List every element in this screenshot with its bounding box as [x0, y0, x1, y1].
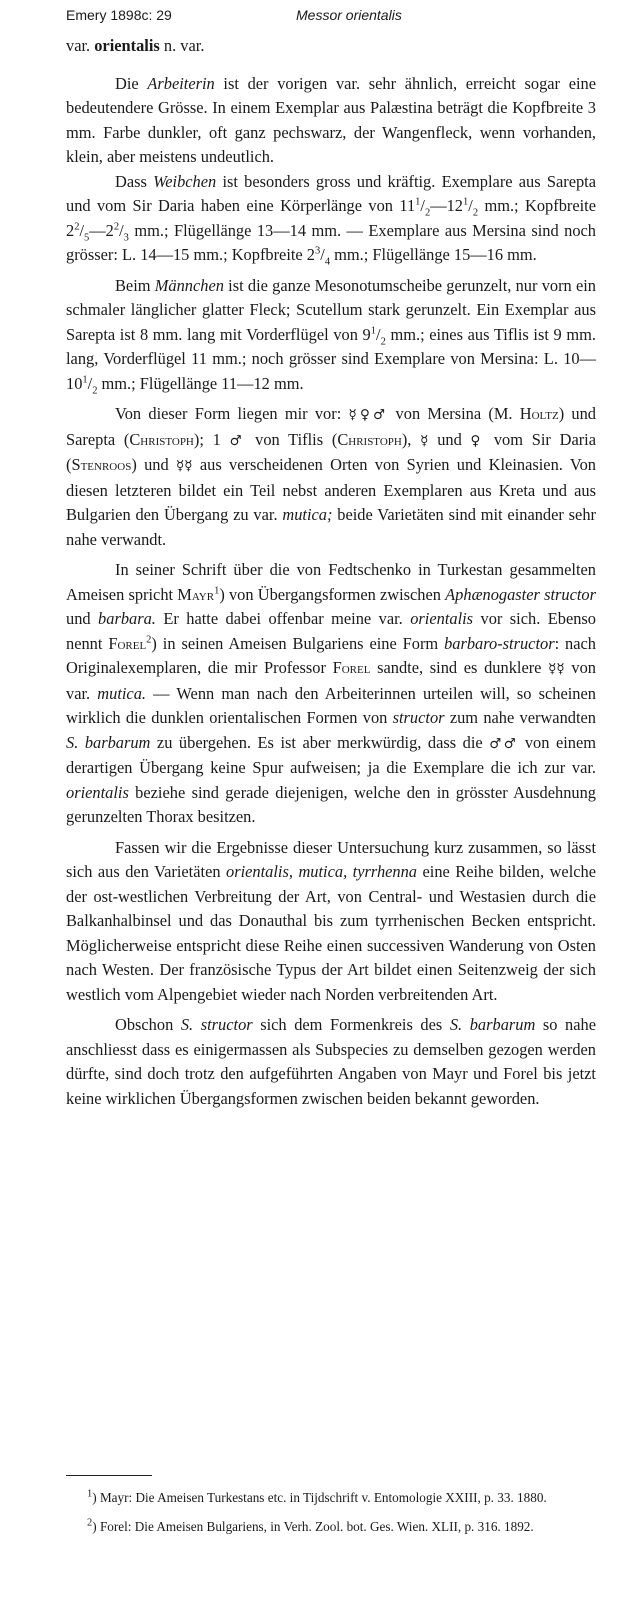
footnote-1: $^1$) Mayr: Die Ameisen Turkestans etc. in Tijdschrift v. Entomologie XXIII, p. 33. 1880. [87, 1488, 547, 1505]
paragraph-material: Von dieser Form liegen mir vor: ☿♀♂ von Mersina (M. Holtz) und Sarepta (Christoph); 1 ♂ von Tiflis (Christoph), ☿ und ♀ vom Sir Daria (Stenroos) und ☿☿ aus verscheidenen Orten von Syrien und Kleinasien. Von diesen letzteren bildet ein Teil nebst anderen Exemplaren aus Kreta und aus Bulgarien den Übergang zu var. mutica; beide Varietäten sind mit einander sehr nahe verwandt. [66, 404, 597, 549]
page-header [0, 0, 641, 30]
footnote-ref-2: 2 [146, 634, 152, 646]
footnote-divider [66, 1475, 152, 1476]
footnotes [52, 1488, 582, 1545]
male-symbol: ♂ [229, 432, 247, 449]
paragraph-discussion: In seiner Schrift über die von Fedtschenko in Turkestan gesammelten Ameisen spricht Mayr$^1$) von Übergangsformen zwischen Aphænogaster structor und barbara. Er hatte dabei offenbar meine var. orientalis vor sich. Ebenso nennt Forel$^2$) in seinen Ameisen Bulgariens eine Form barbaro-structor: nach Originalexemplaren, die mir Professor Forel sandte, sind es dunklere ☿☿ von var. mutica. — Wenn man nach den Arbeiterinnen urteilen will, so scheinen wirklich die dunklen orientalischen Formen von structor zum nahe verwandten S. barbarum zu übergehen. Es ist aber merkwürdig, dass die ♂♂ von einem derartigen Übergang keine Spur aufweisen; ja die Exemplare die ich zur var. orientalis beziehe sind gerade diejenigen, welche den in grösster Ausdehnung gerunzelten Thorax besitzen. [66, 560, 597, 826]
female-symbol: ♀ [470, 432, 486, 449]
paragraph-worker: Die Arbeiterin ist der vorigen var. sehr ähnlich, erreicht sogar eine bedeutendere Grösse. In einem Exemplar aus Palæstina beträgt die Kopfbreite 3 mm. Farbe dunkler, oft ganz pechswarz, der Wangenfleck, wenn vorhanden, klein, aber meistens undeutlich. [66, 73, 596, 166]
workers-symbol: ☿☿ [176, 458, 193, 474]
paragraph-summary: Fassen wir die Ergebnisse dieser Untersuchung kurz zusammen, so lässt sich aus den Varietäten orientalis, mutica, tyrrhenna eine Reihe bilden, welche der ost-westlichen Verbreitung der Art, von Central- und Westasien durch die Balkanhalbinsel und das Donauthal bis zum tyrrhenischen Becken entspricht. Möglicherweise entspricht diese Reihe einen successiven Wanderung von Osten nach Westen. Der französische Typus der Art bildet einen Seitenzweig der sich westlich vom Alpengebiet wieder nach Norden verbreitenden Art. [66, 837, 596, 1004]
taxon-label: Messor orientalis [296, 7, 402, 23]
footnote-ref-1: 1 [214, 585, 220, 597]
section-title: var. orientalis n. var. [66, 36, 205, 55]
paragraph-conclusion: Obschon S. structor sich dem Formenkreis des S. barbarum so nahe anschliesst dass es einigermassen als Subspecies zu demselben gezogen werden dürfte, sind doch trotz den aufgeführten Angaben von Mayr und Forel bis jetzt keine wirklichen Übergangsformen zwischen beiden bekannt geworden. [66, 1015, 596, 1108]
citation-label: Emery 1898c: 29 [66, 7, 172, 23]
paragraph-male: Beim Männchen ist die ganze Mesonotumscheibe gerunzelt, nur vorn ein schmaler länglicher glatter Fleck; Scutellum stark gerunzelt. Ein Exemplar aus Sarepta ist 8 mm. lang mit Vorderflügel von $9^1/_2$ mm.; eines aus Tiflis ist 9 mm. lang, Vorderflügel 11 mm.; noch grösser sind Exemplare von Mersina: L. $10—10^1/_2$ mm.; Flügellänge 11—12 mm. [66, 275, 596, 396]
page-body [66, 34, 596, 1111]
variety-name: orientalis [94, 36, 160, 55]
sex-symbols: ☿♀♂ [348, 407, 389, 423]
paragraph-female: Dass Weibchen ist besonders gross und kräftig. Exemplare aus Sarepta und vom Sir Daria haben eine Körperlänge von $11^1/_2—12^1/_2$ mm.; Kopfbreite $2^2/_5—2^2/_3$ mm.; Flügellänge 13—14 mm. — Exemplare aus Mersina sind noch grösser: L. 14—15 mm.; Kopfbreite $2^3/_4$ mm.; Flügellänge 15—16 mm. [66, 171, 597, 268]
footnote-2: $^2$) Forel: Die Ameisen Bulgariens, in Verh. Zool. bot. Ges. Wien. XLII, p. 316. 1892. [87, 1517, 534, 1534]
worker-symbol: ☿ [420, 432, 429, 449]
